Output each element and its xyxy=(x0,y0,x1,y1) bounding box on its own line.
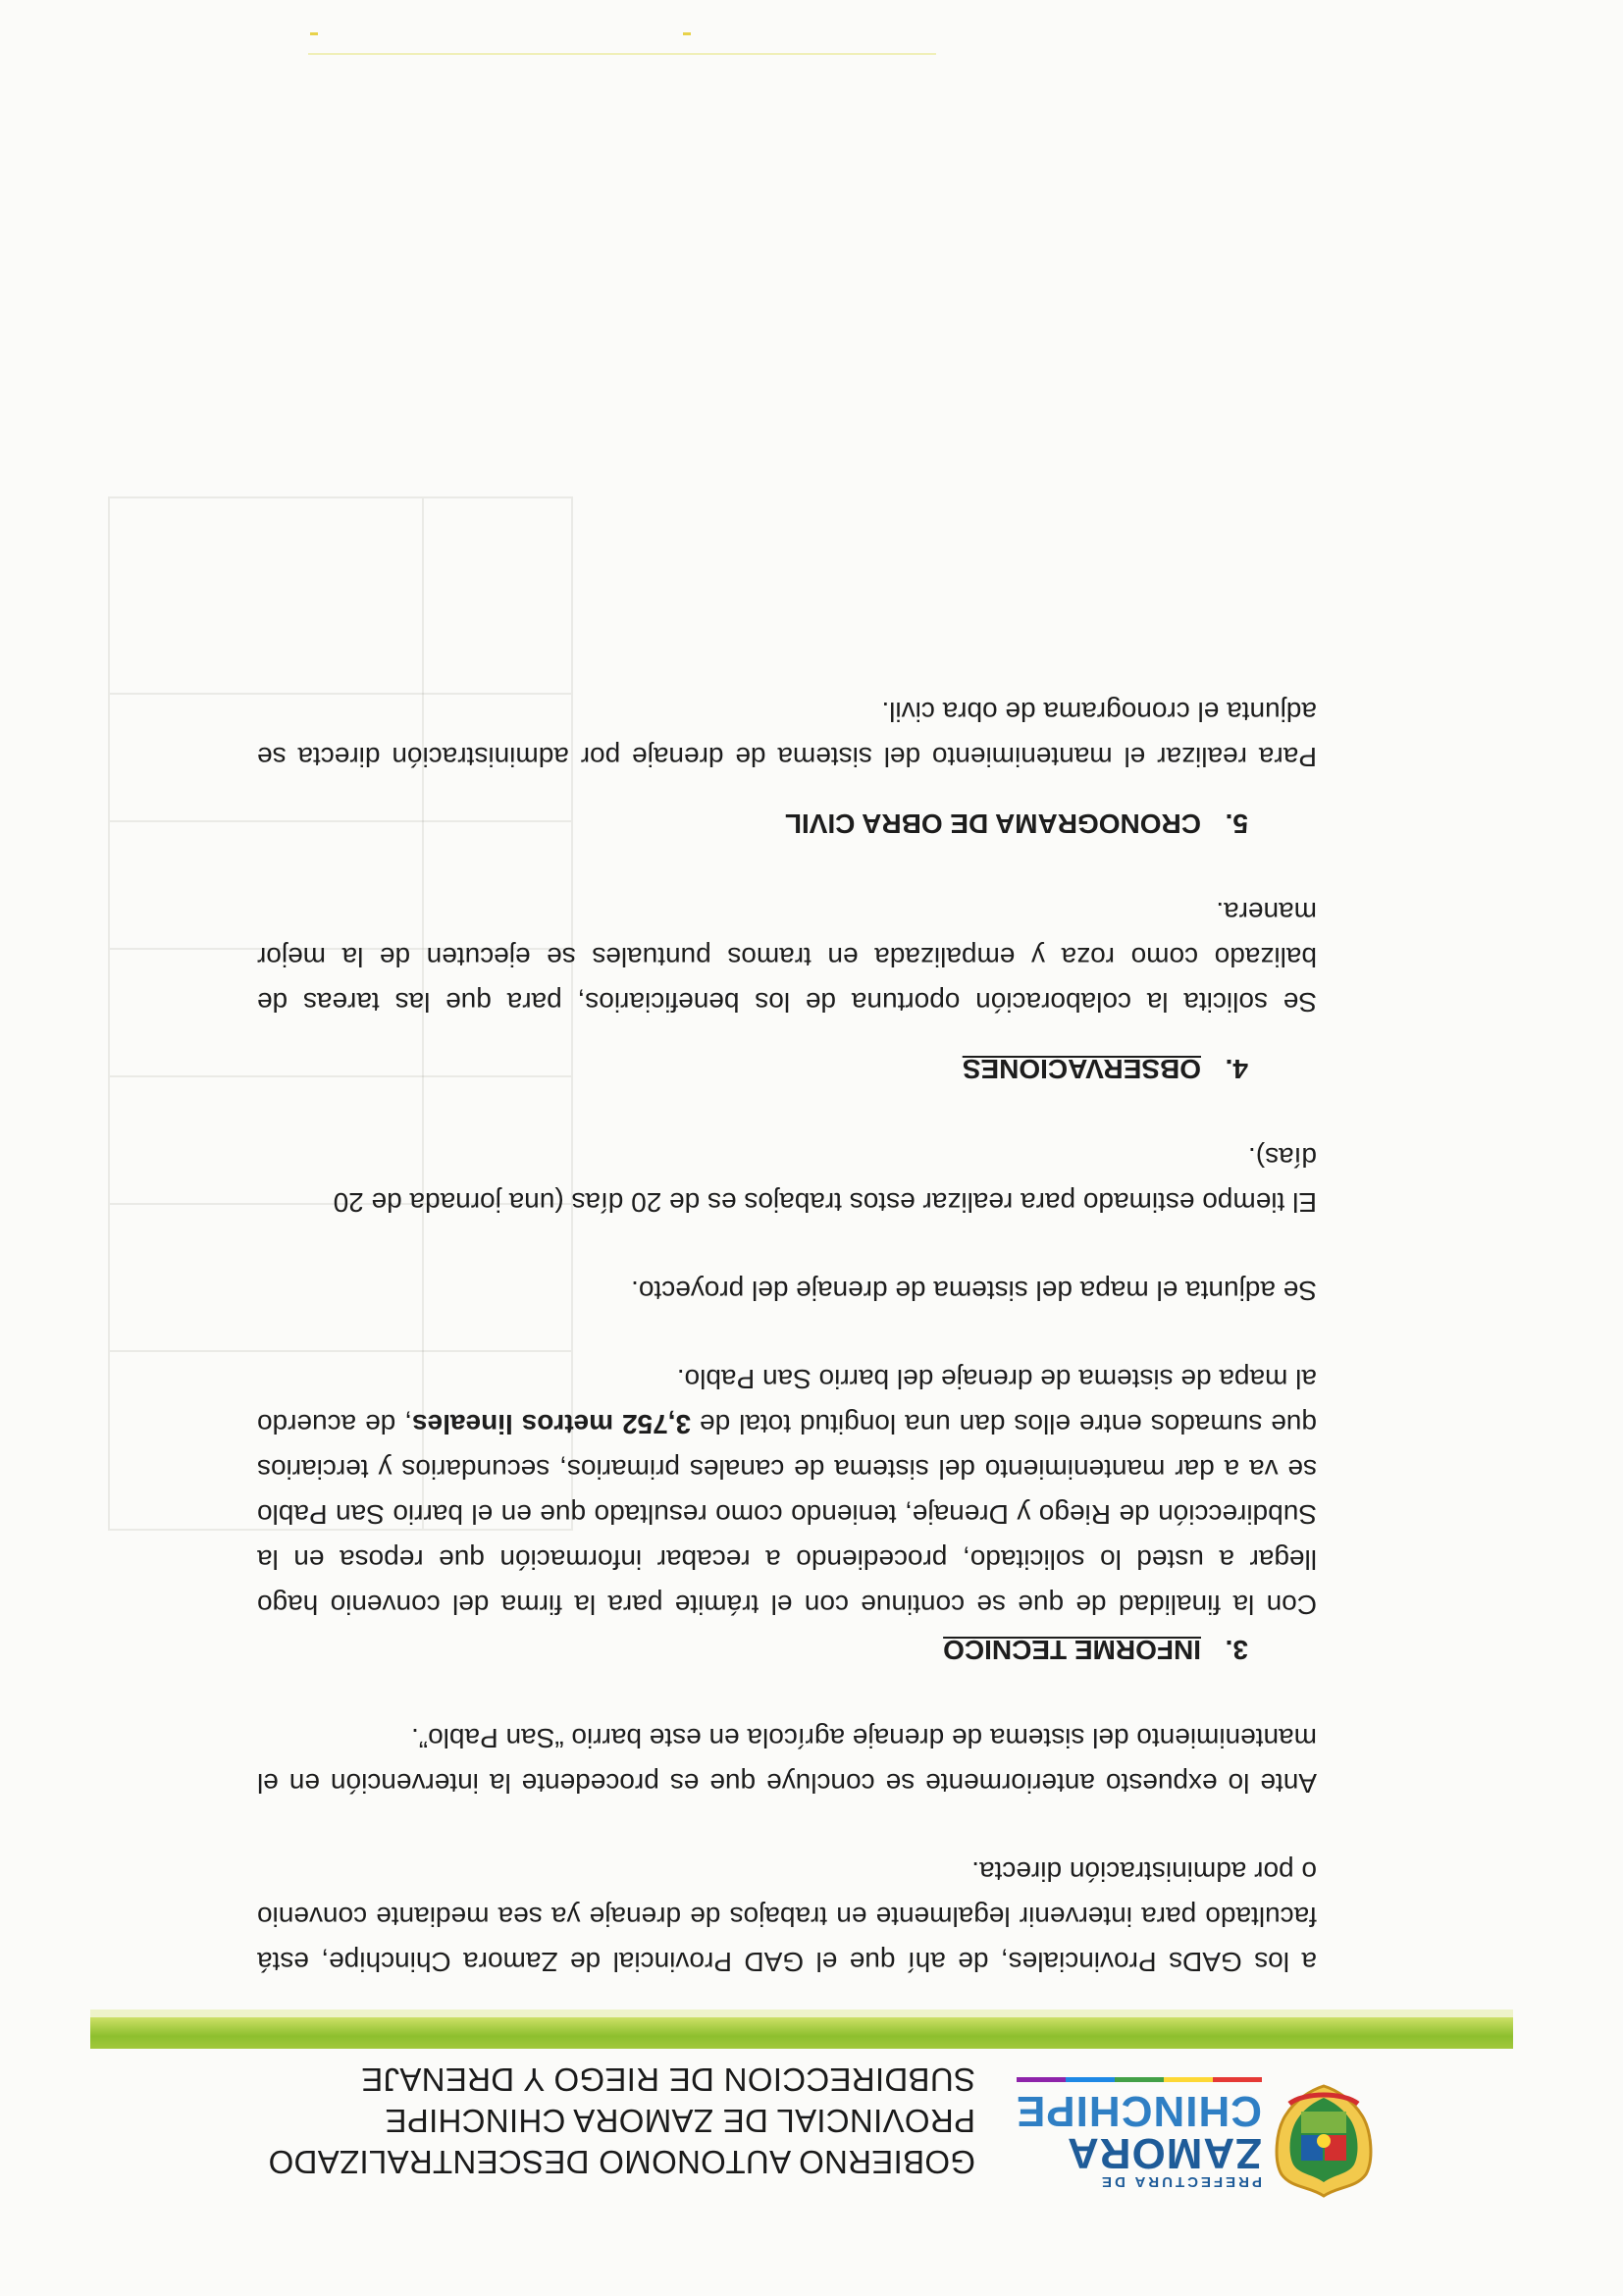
footer-line xyxy=(308,53,936,55)
organization-name xyxy=(230,2059,975,2182)
section-5-heading xyxy=(257,801,1248,846)
section-3-paragraph-3: El tiempo estimado para realizar estos trabajos es de 20 días (una jornada de 20 días). xyxy=(333,1142,1317,1218)
section-4-heading xyxy=(257,1046,1248,1091)
header-bar-shadow xyxy=(90,2009,1513,2017)
section-5-title: CRONOGRAMA DE OBRA CIVIL xyxy=(784,809,1201,839)
header-green-bar xyxy=(90,2017,1513,2049)
section-4-number: 4. xyxy=(1225,1054,1248,1084)
logo-chinchipe: CHINCHIPE xyxy=(1015,2087,1262,2135)
footer-mark xyxy=(683,32,691,35)
coat-of-arms-icon xyxy=(1270,2084,1378,2200)
intro-paragraph-2: Ante lo expuesto anteriormente se concluye que es procedente la intervención en el mantenimiento del sistema de drenaje agrícola en este barrio “San Pablo”. xyxy=(257,1723,1317,1799)
section-3-heading xyxy=(257,1627,1248,1672)
section-3-number: 3. xyxy=(1225,1635,1248,1665)
logo-color-rule xyxy=(1017,2077,1262,2082)
document-body xyxy=(257,689,1317,1984)
footer-mark xyxy=(310,32,318,35)
logo-prefix: PREFECTURA DE xyxy=(1099,2173,1262,2190)
total-length-value: 3,752 metros lineales xyxy=(412,1409,692,1439)
org-line-1: GOBIERNO AUTONOMO DESCENTRALIZADO xyxy=(268,2144,975,2180)
section-4-paragraph-1: Se solicita la colaboración oportuna de los beneficiarios, para que las tareas de balizado como roza y empalizada en tramos puntuales se ejecuten de la mejor manera. xyxy=(257,897,1317,1018)
section-3-title: INFORME TECNICO xyxy=(943,1635,1201,1665)
letterhead xyxy=(0,2061,1623,2296)
section-3-paragraph-1: Con la finalidad de que se continue con el trámite para la firma del convenio hago llegar a usted lo solicitado, procediendo a recabar información que reposa en la Subdirección de Riego y Drenaje, teniendo como resultado que en el barrio San Pablo se va a dar mantenimiento del sistema de canales primarios, secundarios y terciarios que sumados entre ellos dan una longitud total de 3,752 metros lineales, de acuerdo al mapa de sistema de drenaje del barrio San Pablo. xyxy=(257,1364,1317,1620)
org-line-2: PROVINCIAL DE ZAMORA CHINCHIPE xyxy=(385,2103,975,2139)
intro-paragraph-1: a los GADs Provinciales, de ahí que el GAD Provincial de Zamora Chinchipe, está facultado para intervenir legalmente en trabajos de drenaje ya sea mediante convenio o por administración directa. xyxy=(257,1856,1317,1977)
section-3-paragraph-2: Se adjunta el mapa del sistema de drenaje del proyecto. xyxy=(631,1276,1317,1306)
section-5-paragraph-1: Para realizar el mantenimiento del sistema de drenaje por administración directa se adjunta el cronograma de obra civil. xyxy=(257,697,1317,772)
section-5-number: 5. xyxy=(1225,809,1248,839)
logo-zamora: ZAMORA xyxy=(1066,2129,1262,2177)
org-line-3: SUBDIRECCION DE RIEGO Y DRENAJE xyxy=(360,2061,975,2098)
prefectura-logo xyxy=(1007,2089,1262,2190)
section-4-title: OBSERVACIONES xyxy=(962,1054,1201,1084)
